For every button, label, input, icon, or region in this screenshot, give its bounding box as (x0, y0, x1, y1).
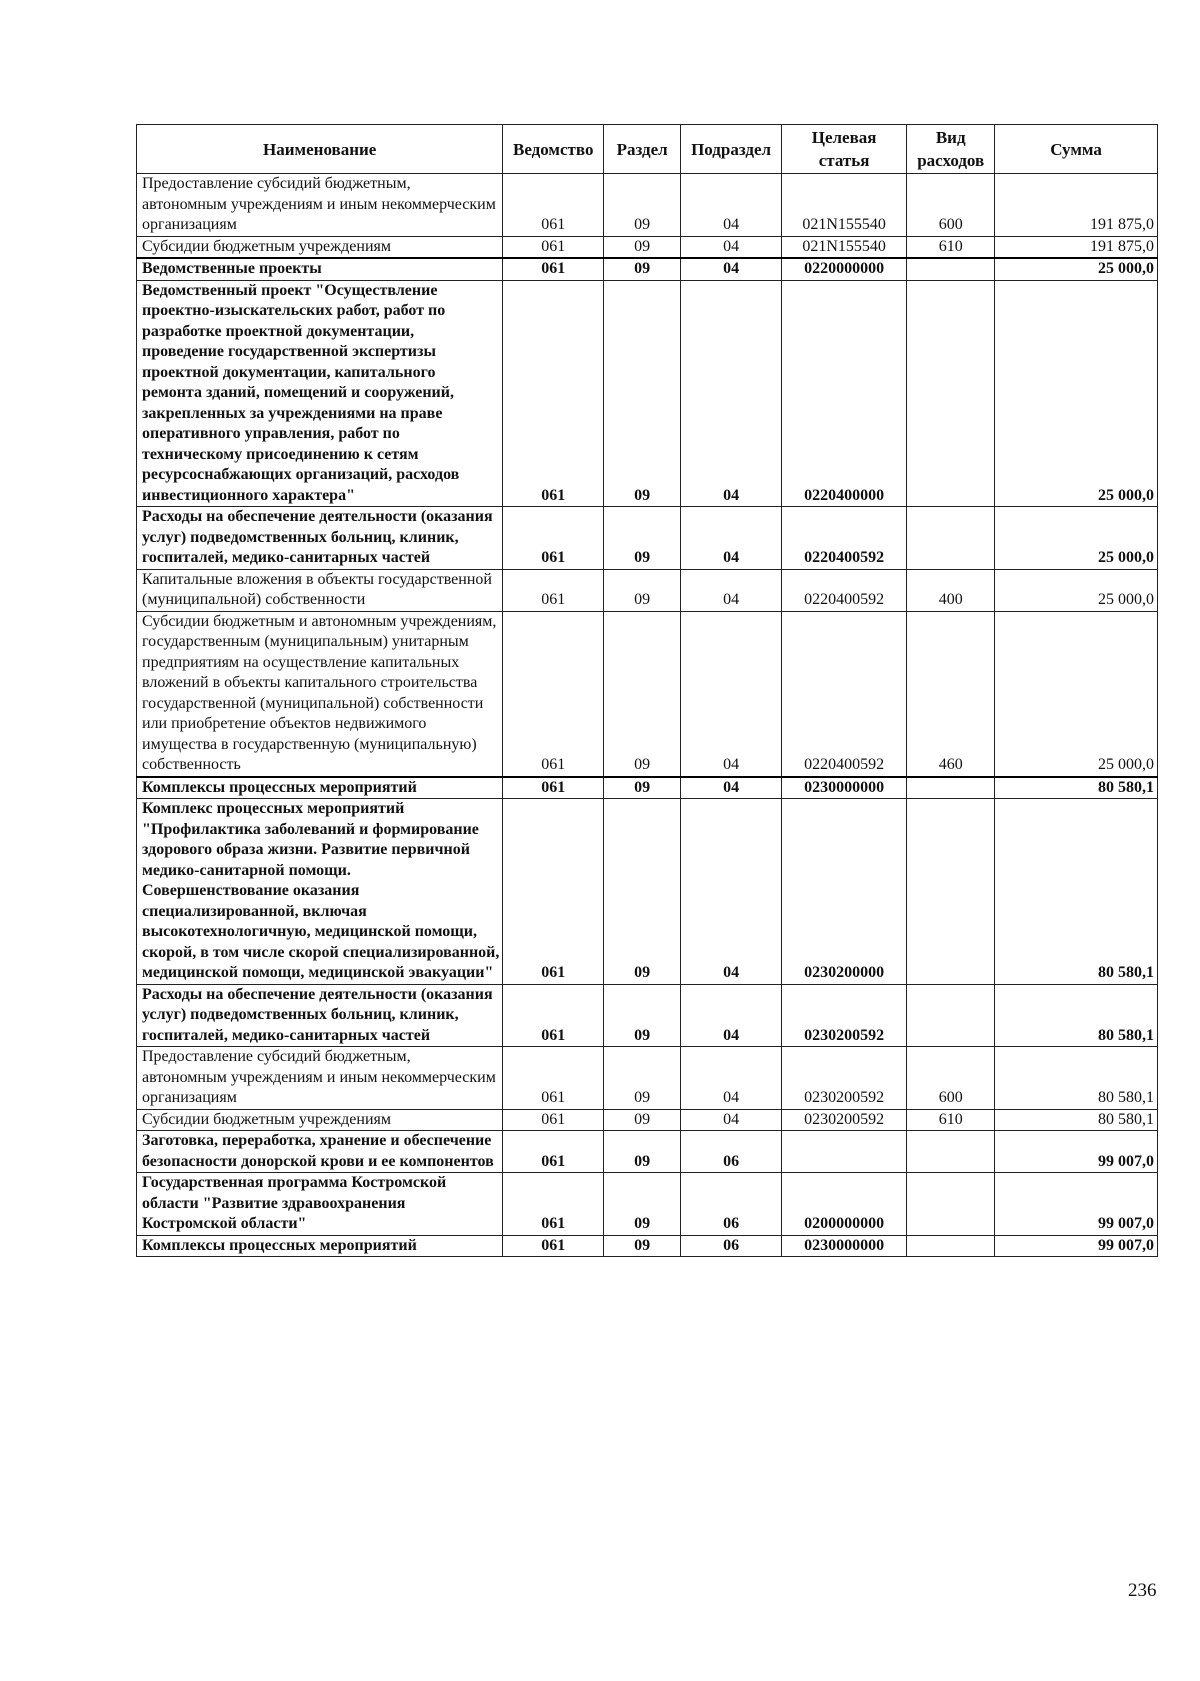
cell-amount: 99 007,0 (995, 1173, 1158, 1236)
cell-expense-type (907, 507, 995, 570)
cell-amount: 80 580,1 (995, 1109, 1158, 1131)
cell-subsection: 06 (681, 1131, 782, 1173)
table-row (137, 799, 1158, 985)
cell-name: Комплексы процессных мероприятий (137, 777, 503, 799)
cell-amount: 80 580,1 (995, 1047, 1158, 1110)
header-subsection: Подраздел (681, 125, 782, 174)
cell-section: 09 (604, 174, 681, 237)
cell-expense-type: 400 (907, 569, 995, 611)
cell-subsection: 04 (681, 984, 782, 1047)
page-number: 236 (1128, 1580, 1157, 1601)
table-row (137, 236, 1158, 258)
cell-amount: 25 000,0 (995, 507, 1158, 570)
cell-expense-type (907, 1131, 995, 1173)
cell-subsection: 04 (681, 258, 782, 280)
cell-department: 061 (503, 1131, 604, 1173)
cell-section: 09 (604, 611, 681, 777)
cell-target: 0230200592 (781, 1109, 906, 1131)
table-row (137, 569, 1158, 611)
table-row (137, 1047, 1158, 1110)
cell-department: 061 (503, 280, 604, 507)
cell-amount: 80 580,1 (995, 777, 1158, 799)
cell-target: 0220400592 (781, 507, 906, 570)
header-name: Наименование (137, 125, 503, 174)
cell-name: Предоставление субсидий бюджетным, автономным учреждениям и иным некоммерческим организациям (137, 1047, 503, 1110)
cell-subsection: 04 (681, 777, 782, 799)
cell-section: 09 (604, 1173, 681, 1236)
cell-expense-type: 600 (907, 174, 995, 237)
cell-amount: 191 875,0 (995, 236, 1158, 258)
cell-subsection: 04 (681, 1109, 782, 1131)
cell-section: 09 (604, 1235, 681, 1257)
cell-amount: 80 580,1 (995, 984, 1158, 1047)
table-row (137, 280, 1158, 507)
cell-target: 0230200592 (781, 984, 906, 1047)
cell-target: 0230200592 (781, 1047, 906, 1110)
cell-section: 09 (604, 1109, 681, 1131)
cell-expense-type (907, 984, 995, 1047)
cell-amount: 25 000,0 (995, 611, 1158, 777)
cell-subsection: 04 (681, 280, 782, 507)
table-row (137, 777, 1158, 799)
cell-name: Субсидии бюджетным учреждениям (137, 1109, 503, 1131)
cell-department: 061 (503, 984, 604, 1047)
cell-target: 0230200000 (781, 799, 906, 985)
cell-department: 061 (503, 258, 604, 280)
cell-amount: 191 875,0 (995, 174, 1158, 237)
table-row (137, 1131, 1158, 1173)
table-row (137, 174, 1158, 237)
cell-amount: 80 580,1 (995, 799, 1158, 985)
table-row (137, 1173, 1158, 1236)
cell-name: Заготовка, переработка, хранение и обеспечение безопасности донорской крови и ее компонентов (137, 1131, 503, 1173)
cell-name: Предоставление субсидий бюджетным, автономным учреждениям и иным некоммерческим организациям (137, 174, 503, 237)
cell-expense-type (907, 799, 995, 985)
cell-expense-type: 610 (907, 1109, 995, 1131)
header-department: Ведомство (503, 125, 604, 174)
cell-section: 09 (604, 1131, 681, 1173)
cell-name: Расходы на обеспечение деятельности (оказания услуг) подведомственных больниц, клиник, госпиталей, медико-санитарных частей (137, 984, 503, 1047)
cell-expense-type: 460 (907, 611, 995, 777)
cell-subsection: 04 (681, 611, 782, 777)
cell-expense-type: 610 (907, 236, 995, 258)
cell-subsection: 04 (681, 174, 782, 237)
cell-amount: 25 000,0 (995, 280, 1158, 507)
cell-section: 09 (604, 984, 681, 1047)
header-target: Целевая статья (781, 125, 906, 174)
cell-expense-type (907, 1173, 995, 1236)
cell-department: 061 (503, 507, 604, 570)
cell-target (781, 1131, 906, 1173)
cell-target: 021N155540 (781, 236, 906, 258)
cell-amount: 99 007,0 (995, 1235, 1158, 1257)
cell-subsection: 06 (681, 1173, 782, 1236)
table-body (137, 174, 1158, 1257)
cell-subsection: 04 (681, 569, 782, 611)
cell-section: 09 (604, 258, 681, 280)
budget-table (136, 124, 1158, 1257)
cell-expense-type (907, 1235, 995, 1257)
cell-section: 09 (604, 280, 681, 507)
cell-subsection: 04 (681, 799, 782, 985)
cell-department: 061 (503, 1047, 604, 1110)
cell-department: 061 (503, 799, 604, 985)
cell-subsection: 04 (681, 1047, 782, 1110)
cell-subsection: 06 (681, 1235, 782, 1257)
cell-section: 09 (604, 777, 681, 799)
header-row (137, 125, 1158, 174)
cell-target: 0220400592 (781, 611, 906, 777)
table-row (137, 258, 1158, 280)
cell-target: 0220400592 (781, 569, 906, 611)
cell-target: 0220400000 (781, 280, 906, 507)
cell-section: 09 (604, 799, 681, 985)
cell-target: 0200000000 (781, 1173, 906, 1236)
cell-amount: 25 000,0 (995, 569, 1158, 611)
cell-name: Субсидии бюджетным учреждениям (137, 236, 503, 258)
cell-department: 061 (503, 174, 604, 237)
cell-amount: 25 000,0 (995, 258, 1158, 280)
cell-amount: 99 007,0 (995, 1131, 1158, 1173)
cell-name: Ведомственный проект "Осуществление проектно-изыскательских работ, работ по разработке проектной документации, проведение государственной экспертизы проектной документации, капитального ремонта зданий, помещений и сооружений, закрепленных за учреждениями на праве оперативного управления, работ по техническому присоединению к сетям ресурсоснабжающих организаций, расходов инвестиционного характера" (137, 280, 503, 507)
cell-target: 0230000000 (781, 777, 906, 799)
cell-department: 061 (503, 1235, 604, 1257)
cell-target: 0230000000 (781, 1235, 906, 1257)
cell-name: Ведомственные проекты (137, 258, 503, 280)
table-row (137, 507, 1158, 570)
cell-subsection: 04 (681, 507, 782, 570)
cell-name: Государственная программа Костромской области "Развитие здравоохранения Костромской области" (137, 1173, 503, 1236)
cell-expense-type: 600 (907, 1047, 995, 1110)
cell-name: Комплексы процессных мероприятий (137, 1235, 503, 1257)
table-row (137, 611, 1158, 777)
cell-section: 09 (604, 1047, 681, 1110)
cell-department: 061 (503, 1109, 604, 1131)
cell-department: 061 (503, 611, 604, 777)
table-row (137, 1235, 1158, 1257)
cell-expense-type (907, 280, 995, 507)
cell-subsection: 04 (681, 236, 782, 258)
header-amount: Сумма (995, 125, 1158, 174)
cell-section: 09 (604, 236, 681, 258)
cell-name: Субсидии бюджетным и автономным учреждениям, государственным (муниципальным) унитарным предприятиям на осуществление капитальных вложений в объекты капитального строительства государственной (муниципальной) собственности или приобретение объектов недвижимого имущества в государственную (муниципальную) собственность (137, 611, 503, 777)
header-expense-type: Вид расходов (907, 125, 995, 174)
table-row (137, 984, 1158, 1047)
cell-section: 09 (604, 569, 681, 611)
header-section: Раздел (604, 125, 681, 174)
cell-department: 061 (503, 569, 604, 611)
cell-department: 061 (503, 236, 604, 258)
cell-name: Расходы на обеспечение деятельности (оказания услуг) подведомственных больниц, клиник, госпиталей, медико-санитарных частей (137, 507, 503, 570)
cell-expense-type (907, 258, 995, 280)
cell-department: 061 (503, 777, 604, 799)
cell-name: Капитальные вложения в объекты государственной (муниципальной) собственности (137, 569, 503, 611)
cell-name: Комплекс процессных мероприятий "Профилактика заболеваний и формирование здорового образа жизни. Развитие первичной медико-санитарной помощи. Совершенствование оказания специализированной, включая высокотехнологичную, медицинской помощи, скорой, в том числе скорой специализированной, медицинской помощи, медицинской эвакуации" (137, 799, 503, 985)
table-row (137, 1109, 1158, 1131)
cell-department: 061 (503, 1173, 604, 1236)
cell-expense-type (907, 777, 995, 799)
cell-target: 021N155540 (781, 174, 906, 237)
cell-target: 0220000000 (781, 258, 906, 280)
cell-section: 09 (604, 507, 681, 570)
